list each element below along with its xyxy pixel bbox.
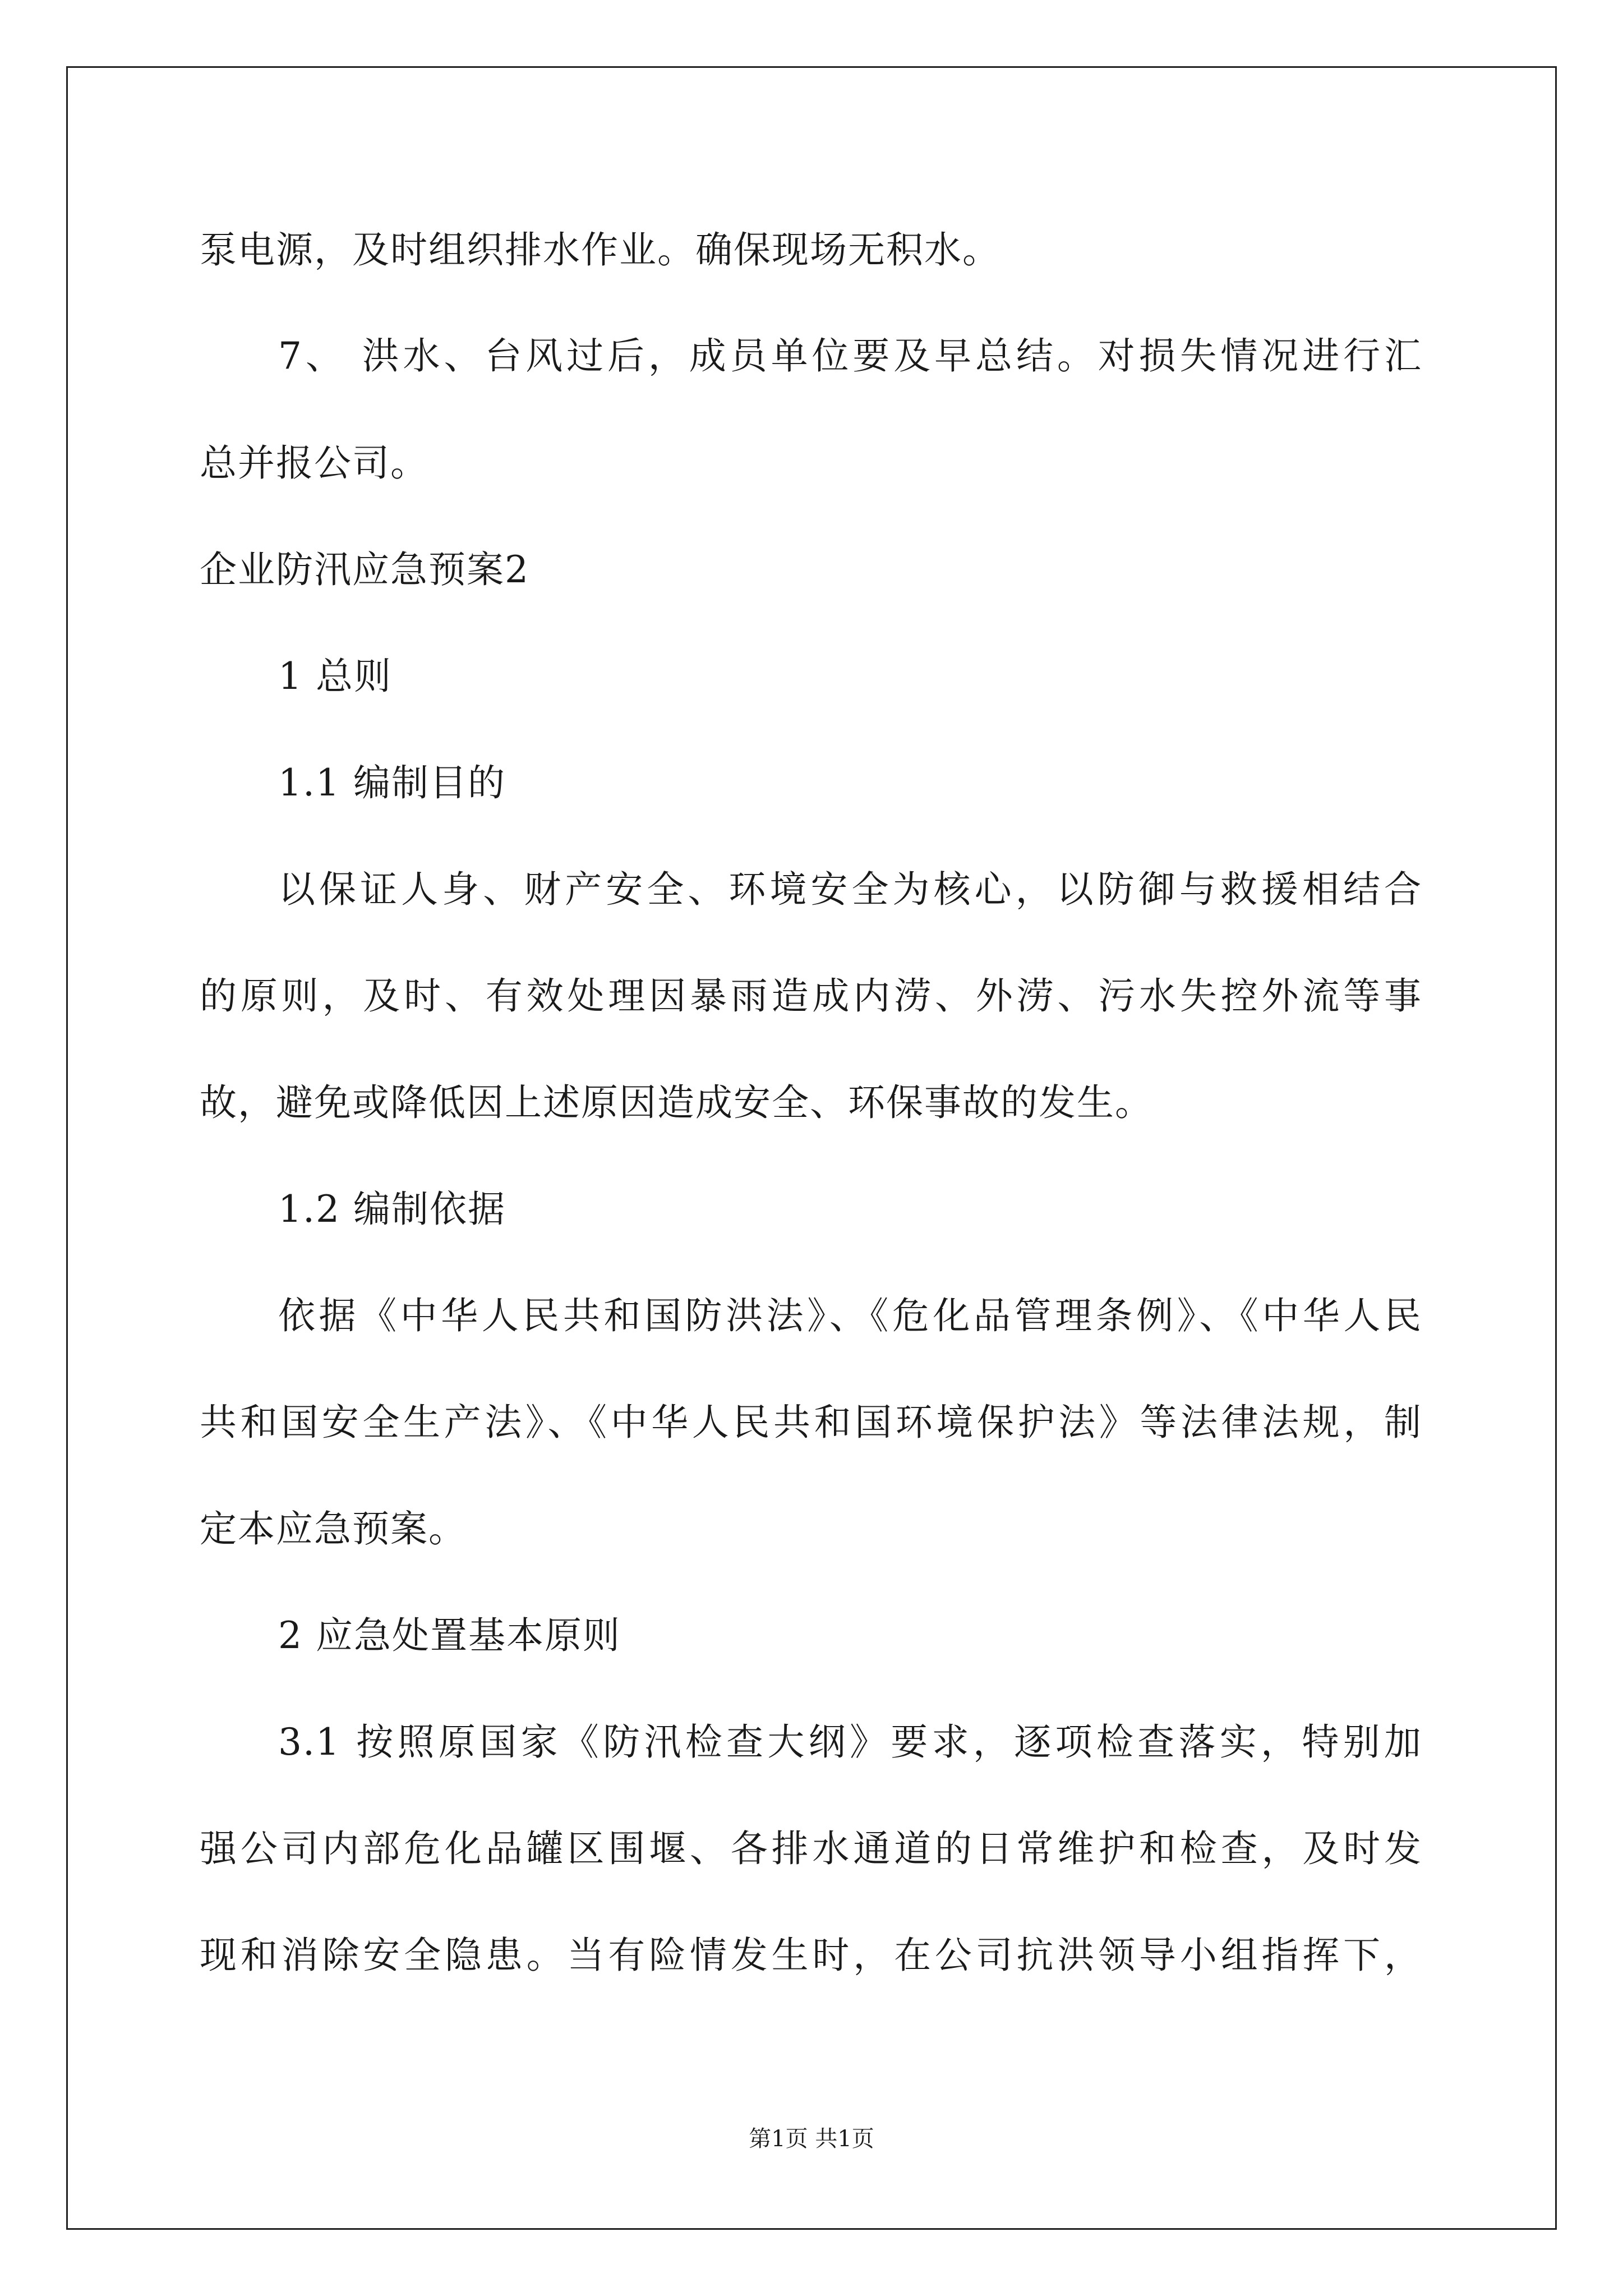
paragraph-line: 3.1 按照原国家《防汛检查大纲》要求，逐项检查落实，特别加	[278, 1720, 1422, 1764]
paragraph-line: 的原则，及时、有效处理因暴雨造成内涝、外涝、污水失控外流等事	[200, 974, 1422, 1018]
paragraph-line: 现和消除安全隐患。当有险情发生时，在公司抗洪领导小组指挥下，	[200, 1934, 1422, 1977]
heading-basis: 1.2 编制依据	[278, 1188, 506, 1231]
paragraph-line: 泵电源，及时组织排水作业。确保现场无积水。	[200, 228, 1000, 272]
paragraph-line: 定本应急预案。	[200, 1507, 467, 1550]
list-item-7-line: 7、 洪水、台风过后，成员单位要及早总结。对损失情况进行汇	[278, 334, 1422, 378]
paragraph-line: 依据《中华人民共和国防洪法》、《危化品管理条例》、《中华人民	[278, 1294, 1422, 1337]
heading-general: 1 总则	[278, 655, 392, 698]
paragraph-line: 共和国安全生产法》、《中华人民共和国环境保护法》等法律法规，制	[200, 1401, 1422, 1444]
heading-principles: 2 应急处置基本原则	[278, 1614, 621, 1657]
page-number: 第1页 共1页	[749, 2126, 874, 2152]
paragraph-line: 总并报公司。	[200, 441, 428, 485]
paragraph-line: 以保证人身、财产安全、环境安全为核心，以防御与救援相结合	[278, 868, 1422, 911]
paragraph-line: 强公司内部危化品罐区围堰、各排水通道的日常维护和检查，及时发	[200, 1827, 1422, 1870]
section-title: 企业防汛应急预案2	[200, 548, 529, 591]
heading-purpose: 1.1 编制目的	[278, 761, 506, 804]
paragraph-line: 故，避免或降低因上述原因造成安全、环保事故的发生。	[200, 1081, 1153, 1124]
page-border	[66, 66, 1557, 2230]
